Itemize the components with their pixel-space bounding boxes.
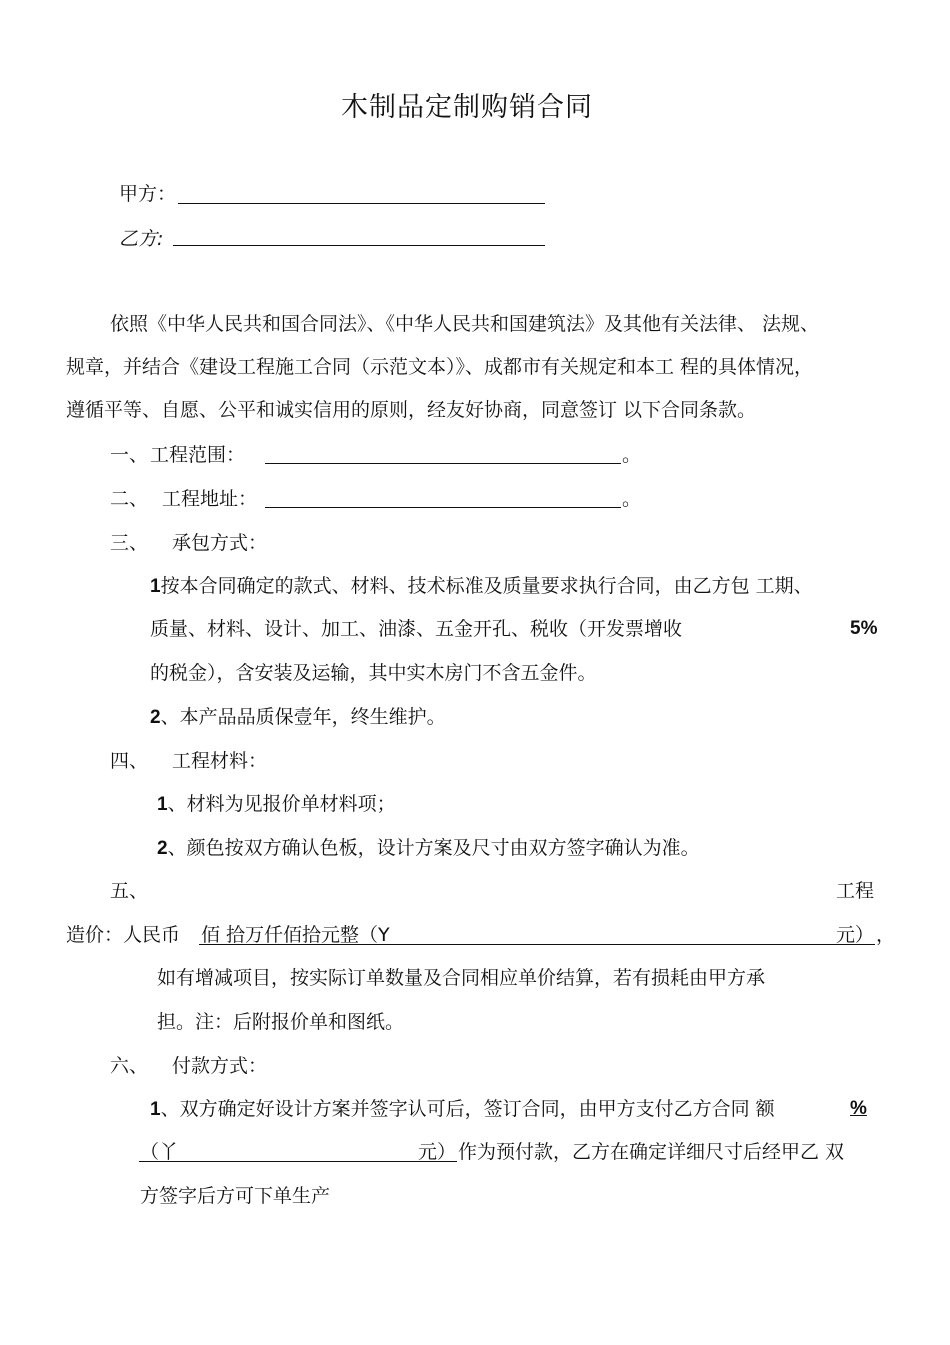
- section-2-label: 工程地址：: [162, 488, 258, 510]
- section-5-number: 五、: [110, 880, 149, 902]
- section-3-item-2-text: 、本产品品质保壹年，终生维护。: [160, 706, 446, 728]
- intro-line-2: 规章，并结合《建设工程施工合同（示范文本）》、成都市有关规定和本工 程的具体情况，: [66, 356, 814, 378]
- party-a-line: [119, 182, 176, 206]
- section-5-trail: ，: [876, 924, 896, 946]
- section-2-number: 二、: [110, 488, 149, 510]
- party-b-blank: [173, 245, 545, 246]
- party-a-blank: [178, 203, 545, 204]
- party-a-label: 甲方：: [119, 183, 177, 205]
- section-1-label: 工程范围：: [150, 444, 246, 466]
- section-6-prepay-underline: [139, 1161, 457, 1162]
- page-title: 木制品定制购销合同: [341, 92, 593, 123]
- section-3-item-1-line-1: [150, 574, 813, 599]
- section-6-item-1-line-1: [150, 1097, 775, 1122]
- section-1-end: 。: [622, 444, 642, 466]
- section-3-label: 承包方式：: [172, 532, 268, 554]
- section-4-item-1-number: 1: [157, 794, 168, 815]
- section-5-label-part-2: 造价：人民币: [66, 924, 181, 946]
- section-3-item-1-line-3: 的税金），含安装及运输，其中实木房门不含五金件。: [150, 662, 597, 684]
- section-6-number: 六、: [110, 1055, 149, 1077]
- intro-line-1: 依照《中华人民共和国合同法》、《中华人民共和国建筑法》及其他有关法律、 法规、: [110, 313, 820, 335]
- section-4-item-1: [157, 792, 396, 817]
- section-3-item-2-number: 2: [150, 707, 161, 728]
- section-6-item-1-line-2-rest: 作为预付款，乙方在确定详细尺寸后经甲乙 双: [458, 1141, 845, 1163]
- section-4-item-2-text: 、颜色按双方确认色板，设计方案及尺寸由双方签字确认为准。: [167, 837, 700, 859]
- party-b-line: [119, 227, 163, 251]
- section-5-line-2: 如有增减项目，按实际订单数量及合同相应单价结算，若有损耗由甲方承: [157, 967, 766, 989]
- section-3-item-2: [150, 705, 446, 730]
- section-6-item-1-line-2-start: （丫: [140, 1141, 179, 1163]
- section-4-item-1-text: 、材料为见报价单材料项；: [167, 793, 396, 815]
- section-6-percent: %: [850, 1098, 867, 1119]
- section-1-blank: [265, 463, 621, 464]
- section-5-amount-words: 佰 拾万仟佰拾元整（Y: [201, 924, 390, 946]
- section-5-amount-underline: [199, 944, 875, 945]
- section-2-end: 。: [622, 488, 642, 510]
- section-3-tax-percent: 5%: [850, 618, 878, 639]
- section-6-item-1-line-3: 方签字后方可下单生产: [140, 1185, 331, 1207]
- section-3-item-1-text: 按本合同确定的款式、材料、技术标准及质量要求执行合同，由乙方包 工期、: [160, 575, 813, 597]
- section-4-item-2: [157, 836, 700, 861]
- section-5-line-3: 担。注：后附报价单和图纸。: [157, 1011, 405, 1033]
- section-2-blank: [265, 507, 621, 508]
- section-6-label: 付款方式：: [172, 1055, 268, 1077]
- section-6-item-1-number: 1: [150, 1099, 161, 1120]
- section-6-item-1-line-2-end: 元）: [418, 1141, 457, 1163]
- section-3-item-1-line-2: 质量、材料、设计、加工、油漆、五金开孔、税收（开发票增收: [150, 618, 683, 640]
- section-3-item-1-number: 1: [150, 576, 161, 597]
- section-5-label-part-1: 工程: [836, 880, 875, 902]
- section-5-amount-end: 元）: [836, 924, 875, 946]
- section-1-number: 一、: [110, 444, 149, 466]
- party-b-label: 乙方:: [119, 228, 164, 250]
- section-4-label: 工程材料：: [172, 750, 268, 772]
- section-4-item-2-number: 2: [157, 838, 168, 859]
- section-6-item-1-text: 、双方确定好设计方案并签字认可后，签订合同，由甲方支付乙方合同 额: [160, 1098, 775, 1120]
- section-4-number: 四、: [110, 750, 149, 772]
- section-3-number: 三、: [110, 532, 149, 554]
- intro-line-3: 遵循平等、自愿、公平和诚实信用的原则，经友好协商，同意签订 以下合同条款。: [66, 399, 757, 421]
